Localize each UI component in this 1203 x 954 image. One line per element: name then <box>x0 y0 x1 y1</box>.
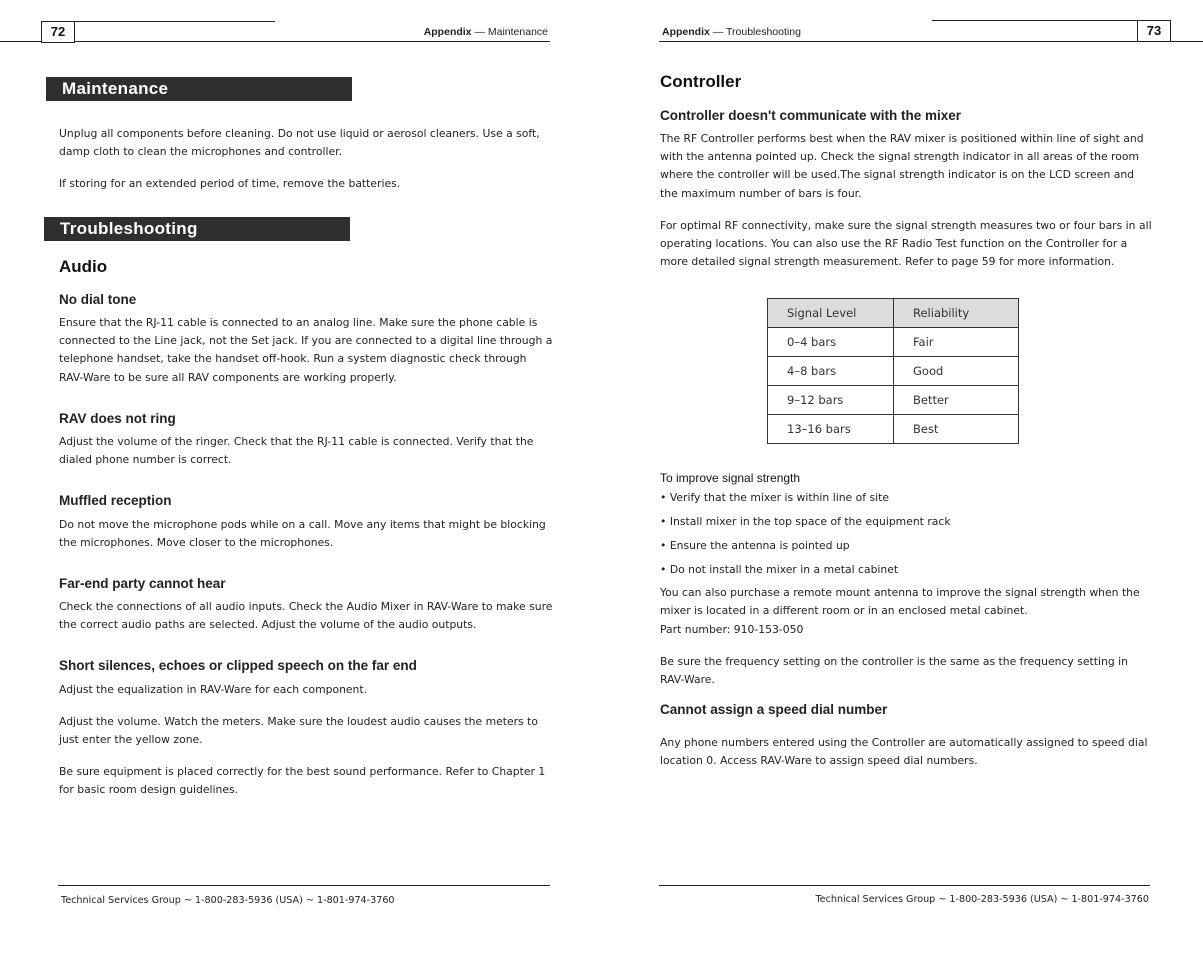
topic-heading: Far-end party cannot hear <box>59 576 226 591</box>
table-cell: Better <box>894 386 1019 415</box>
list-item: • Ensure the antenna is pointed up <box>660 537 1140 561</box>
running-head-section: Appendix <box>423 26 472 38</box>
topic-paragraph: Be sure equipment is placed correctly for the best sound performance. Refer to Chapter 1 for basic room design guidelines. <box>59 765 546 797</box>
controller-heading: Controller <box>660 72 742 91</box>
topic-paragraph: Adjust the volume. Watch the meters. Make sure the loudest audio causes the meters to just enter the yellow zone. <box>59 715 538 747</box>
maintenance-title: Maintenance <box>46 77 352 101</box>
topic-heading: Controller doesn't communicate with the mixer <box>660 108 962 123</box>
topic-paragraph: Check the connections of all audio inputs. Check the Audio Mixer in RAV-Ware to make sure the correct audio paths are selected. Adjust the volume of the audio outputs. <box>59 600 553 632</box>
list-item: • Verify that the mixer is within line of site <box>660 489 1140 513</box>
left-page <box>0 0 600 954</box>
troubleshooting-title: Troubleshooting <box>44 217 350 241</box>
topic-heading: No dial tone <box>59 292 137 307</box>
table-header: Reliability <box>894 299 1019 328</box>
footer-text: Technical Services Group ~ 1-800-283-5936 (USA) ~ 1-801-974-3760 <box>61 895 395 906</box>
topic-heading: RAV does not ring <box>59 411 176 426</box>
list-item: • Install mixer in the top space of the equipment rack <box>660 513 1140 537</box>
header-top-rule <box>932 20 1138 21</box>
audio-heading: Audio <box>59 257 108 276</box>
footer-rule <box>58 885 550 886</box>
footer-text: Technical Services Group ~ 1-800-283-5936 (USA) ~ 1-801-974-3760 <box>815 894 1149 905</box>
table-cell: 4–8 bars <box>768 357 894 386</box>
list-item: • Do not install the mixer in a metal cabinet <box>660 561 1140 585</box>
running-head-topic: Maintenance <box>487 26 548 38</box>
header-top-rule <box>74 21 275 22</box>
table-cell: Fair <box>894 328 1019 357</box>
signal-table <box>767 298 1019 444</box>
running-head-dash: — <box>474 26 485 38</box>
table-cell: 9–12 bars <box>768 386 894 415</box>
topic-paragraph: The RF Controller performs best when the RAV mixer is positioned within line of sight and with the antenna pointed up. Check the signal strength indicator in all areas of the room where the controller will be used.The signal strength indicator is on the LCD screen and the maximum number of bars is four. <box>660 132 1144 200</box>
table-cell: 0–4 bars <box>768 328 894 357</box>
remote-antenna-paragraph: You can also purchase a remote mount antenna to improve the signal strength when the mixer is located in a different room or in an enclosed metal cabinet. <box>660 586 1140 618</box>
table-row <box>768 386 1019 415</box>
page-number: 72 <box>41 21 75 43</box>
table-row <box>768 328 1019 357</box>
topic-paragraph: Ensure that the RJ-11 cable is connected to an analog line. Make sure the phone cable is connected to the Line jack, not the Set jack. If you are connected to a digital line through a telephone handset, take the handset off-hook. Run a system diagnostic check through RAV-Ware to be sure all RAV components are working properly. <box>59 316 553 384</box>
footer-rule <box>659 885 1150 886</box>
topic-heading: Muffled reception <box>59 493 172 508</box>
topic-paragraph: Any phone numbers entered using the Controller are automatically assigned to speed dial location 0. Access RAV-Ware to assign speed dial numbers. <box>660 736 1148 768</box>
topic-heading: Cannot assign a speed dial number <box>660 702 888 717</box>
frequency-paragraph: Be sure the frequency setting on the controller is the same as the frequency setting in RAV-Ware. <box>660 655 1128 687</box>
page-number: 73 <box>1137 20 1171 42</box>
table-row <box>768 415 1019 444</box>
table-header: Signal Level <box>768 299 894 328</box>
part-number: Part number: 910-153-050 <box>660 623 804 636</box>
table-row <box>768 357 1019 386</box>
topic-paragraph: Adjust the volume of the ringer. Check that the RJ-11 cable is connected. Verify that the dialed phone number is correct. <box>59 435 534 467</box>
table-header-row <box>768 299 1019 328</box>
maintenance-paragraph: Unplug all components before cleaning. Do not use liquid or aerosol cleaners. Use a soft, damp cloth to clean the microphones and controller. <box>59 127 540 159</box>
topic-paragraph: For optimal RF connectivity, make sure the signal strength measures two or four bars in all operating locations. You can also use the RF Radio Test function on the Controller for a more detailed signal strength measurement. Refer to page 59 for more information. <box>660 219 1152 269</box>
header-rule <box>0 41 550 42</box>
running-head <box>424 26 548 38</box>
running-head <box>662 26 801 38</box>
topic-paragraph: Do not move the microphone pods while on a call. Move any items that might be blocking the microphones. Move closer to the microphones. <box>59 518 546 550</box>
improve-list <box>660 489 1140 585</box>
running-head-section: Appendix <box>662 26 710 38</box>
table-cell: Good <box>894 357 1019 386</box>
improve-heading: To improve signal strength <box>660 471 801 485</box>
header-rule <box>659 41 1203 42</box>
maintenance-paragraph: If storing for an extended period of time, remove the batteries. <box>59 177 401 190</box>
running-head-topic: Troubleshooting <box>726 26 801 38</box>
table-cell: Best <box>894 415 1019 444</box>
topic-heading: Short silences, echoes or clipped speech on the far end <box>59 658 417 673</box>
right-page <box>601 0 1203 954</box>
table-cell: 13–16 bars <box>768 415 894 444</box>
topic-paragraph: Adjust the equalization in RAV-Ware for each component. <box>59 683 368 696</box>
running-head-dash: — <box>712 26 724 38</box>
